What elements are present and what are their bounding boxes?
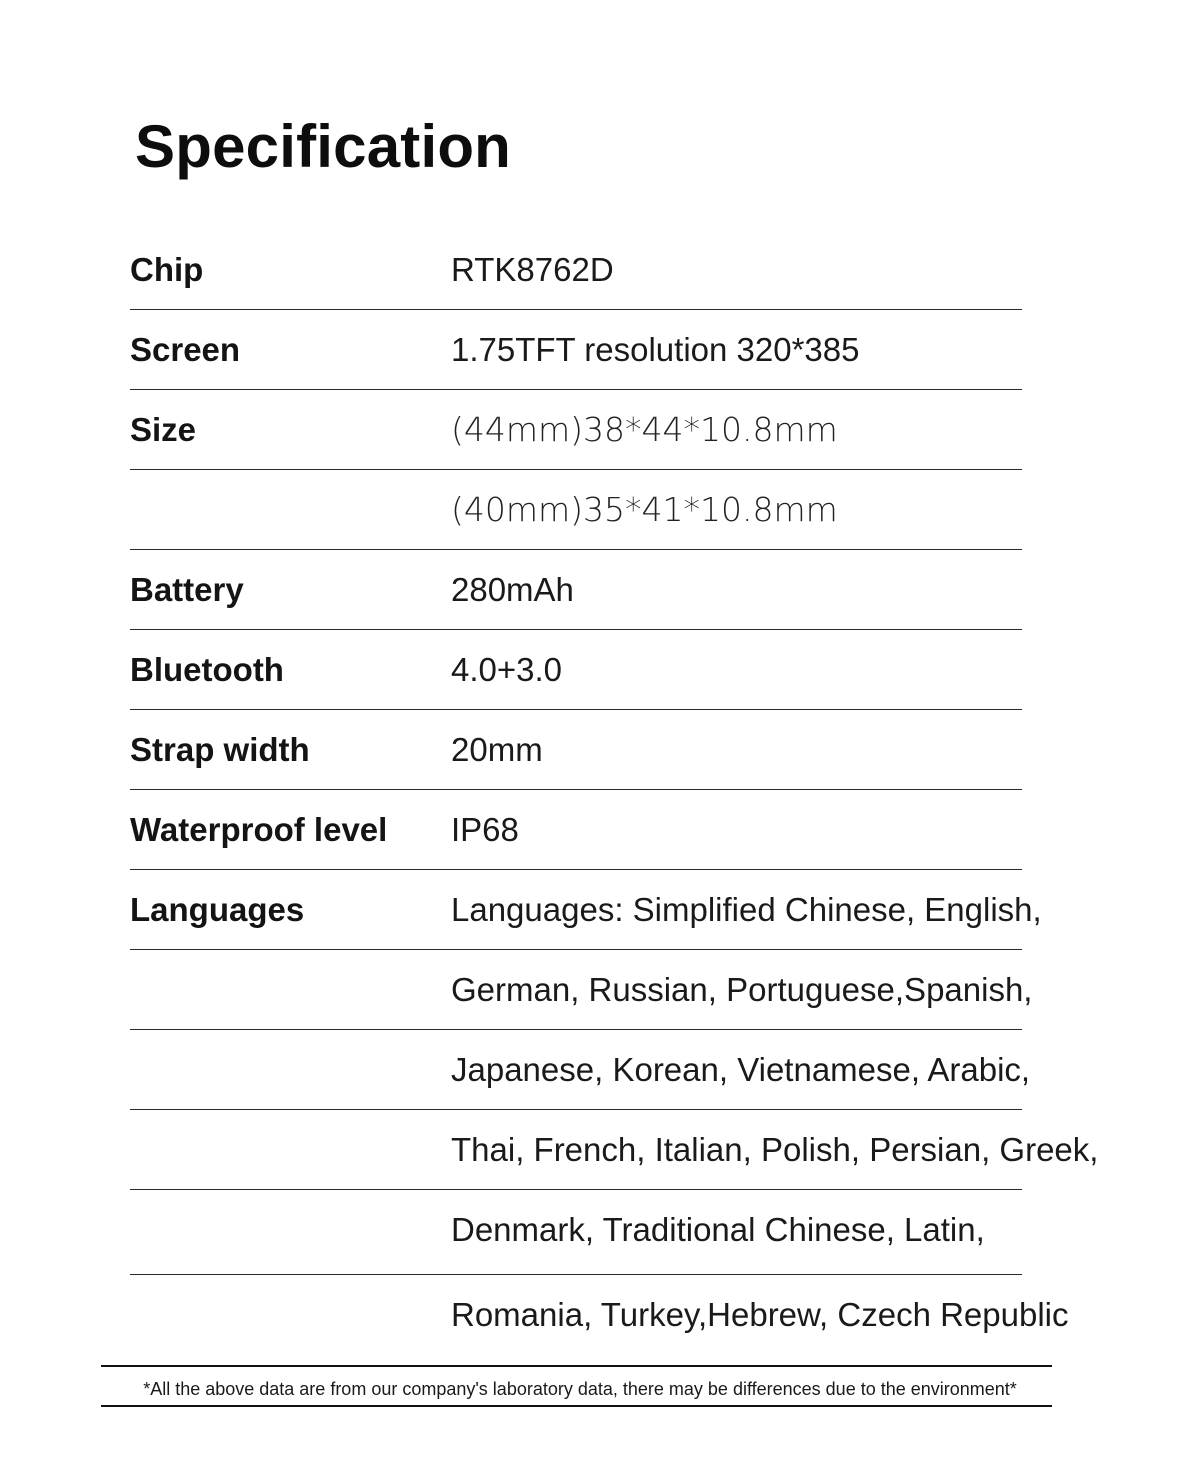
footnote-bottom-rule (101, 1405, 1052, 1407)
spec-value: 280mAh (451, 571, 574, 608)
spec-label: Waterproof level (130, 811, 388, 848)
spec-value: Japanese, Korean, Vietnamese, Arabic, (451, 1051, 1031, 1088)
spec-label: Chip (130, 251, 204, 288)
spec-row-size-alt (130, 470, 1022, 550)
spec-value: 1.75TFT resolution 320*385 (451, 331, 860, 368)
spec-row-languages-2 (130, 950, 1033, 1030)
spec-row-languages-4 (130, 1110, 1099, 1190)
spec-row-battery (130, 550, 1022, 630)
spec-value: Denmark, Traditional Chinese, Latin, (451, 1211, 985, 1248)
spec-row-bluetooth (130, 630, 1022, 710)
spec-row-languages-6 (130, 1275, 1069, 1355)
spec-value: (40mm)35*41*10.8mm (451, 490, 838, 529)
spec-row-screen (130, 310, 1022, 390)
spec-label: Bluetooth (130, 651, 284, 688)
spec-row-size (130, 390, 1022, 470)
spec-row-strap-width (130, 710, 1022, 790)
spec-value: German, Russian, Portuguese,Spanish, (451, 971, 1033, 1008)
spec-label: Strap width (130, 731, 310, 768)
spec-value: Languages: Simplified Chinese, English, (451, 891, 1042, 928)
spec-row-waterproof (130, 790, 1022, 870)
spec-value: IP68 (451, 811, 519, 848)
spec-row-languages (130, 870, 1042, 950)
spec-value: Thai, French, Italian, Polish, Persian, Greek, (451, 1131, 1099, 1168)
spec-label: Languages (130, 891, 305, 928)
spec-label: Battery (130, 571, 244, 608)
footnote: *All the above data are from our company's laboratory data, there may be differences due to the environment* (143, 1379, 1017, 1399)
spec-label: Screen (130, 331, 241, 368)
spec-value: (44mm)38*44*10.8mm (451, 410, 838, 449)
spec-row-chip (130, 230, 1022, 310)
page-title: Specification (135, 113, 512, 180)
spec-label: Size (130, 411, 197, 448)
spec-row-languages-5 (130, 1190, 1022, 1275)
spec-table (130, 230, 1099, 1355)
spec-value: 20mm (451, 731, 543, 768)
spec-value: 4.0+3.0 (451, 651, 563, 688)
spec-value: RTK8762D (451, 251, 614, 288)
spec-row-languages-3 (130, 1030, 1031, 1110)
footnote-top-rule (101, 1365, 1052, 1367)
spec-value: Romania, Turkey,Hebrew, Czech Republic (451, 1296, 1069, 1333)
